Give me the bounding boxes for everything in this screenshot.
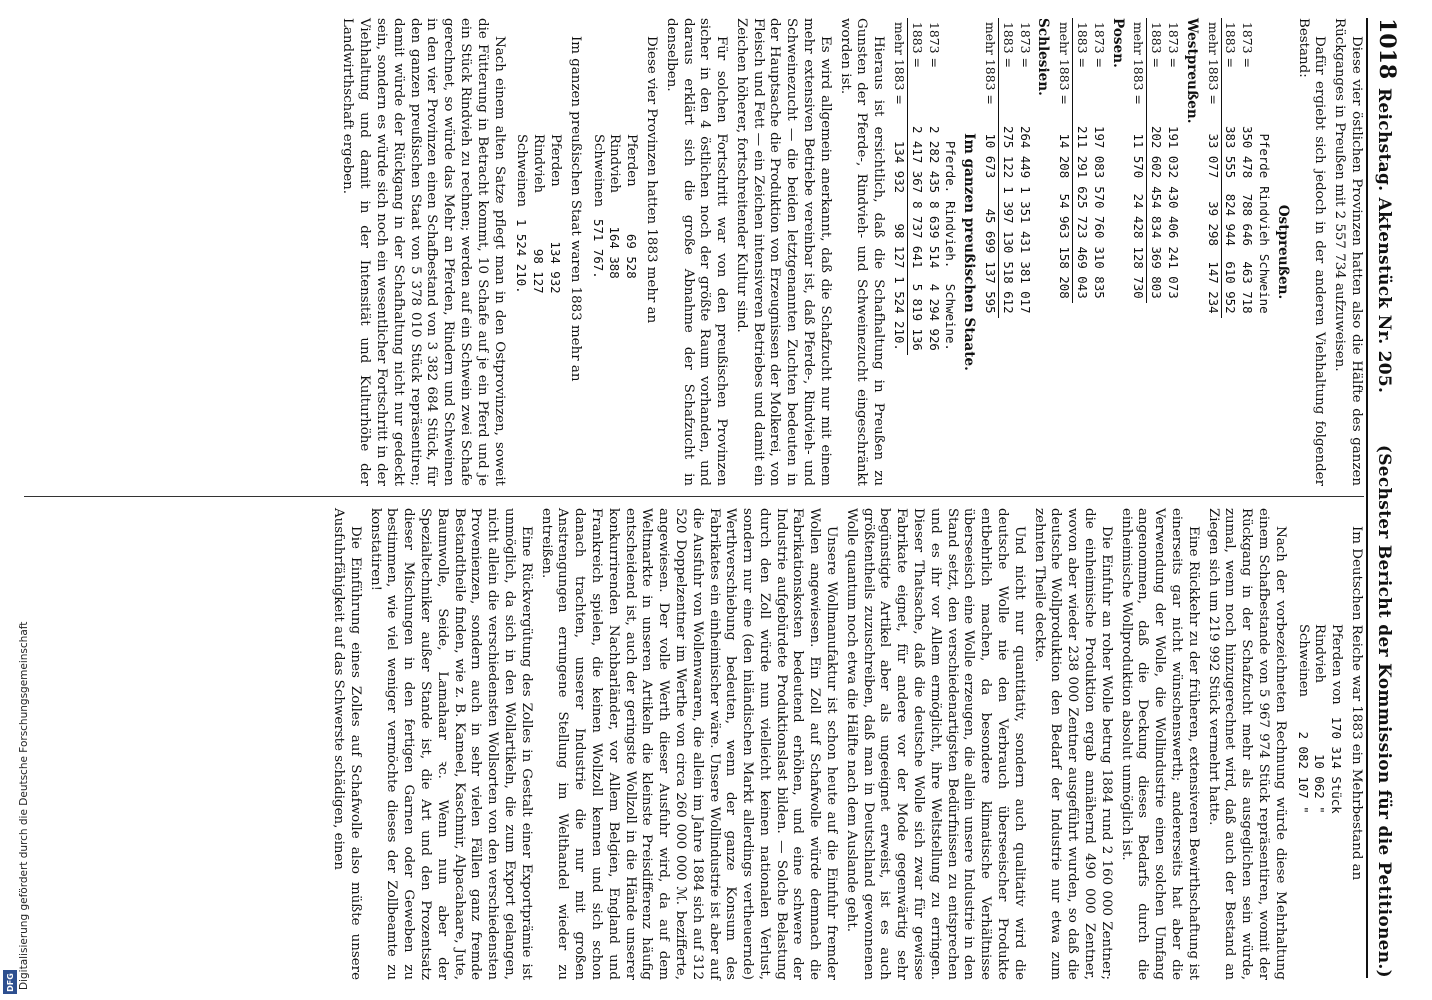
list-value: 170 314 Stück [1329, 716, 1345, 814]
list-value: 571 767. [590, 219, 606, 279]
page-number: 1018 [1374, 18, 1400, 80]
stats-table-posen [1055, 18, 1106, 303]
table-cell: 211 291 [1073, 122, 1090, 182]
table-cell: 369 803 [1147, 242, 1164, 302]
column-divider [24, 496, 1364, 497]
table-cell: 98 127 [892, 223, 908, 269]
table-cell: 191 032 [1166, 126, 1182, 179]
table-cell: 824 944 [1221, 182, 1238, 250]
row-label: 1873 = [1017, 22, 1033, 68]
table-cell: 147 234 [1205, 261, 1221, 314]
paragraph: Im ganzen preußischen Staat waren 1883 mehr an [567, 36, 583, 382]
paragraph: Die Einführung eines Zolles auf Schafwolle also müßte unsere Ausfuhrfähigkeit auf das Schwerste schädigen, einen [330, 508, 363, 980]
paragraph: Unsere Wollmanufaktur ist schon heute auf die Einfuhr fremder Wollen angewiesen. Ein Zoll auf Schafwolle würde demnach die Fabrikationskosten bedeutend erhöhen, und eine schwere der Industrie aufgebürdete Produktionslast bilden. — Solche Belastung durch den Zoll würde nun vielleicht keinen nationalen Verlust, sondern nur eine (den inländischen Markt allerdings vertheuernde) Werthverschiebung bedeuten, wenn der ganze Konsum des Fabrikates ein einheimischer wäre. Unsere Wollindustrie ist aber auf die Ausfuhr von Wollenwaaren, die allein im Jahre 1884 sich auf 312 520 Doppelzentner im Werthe von circa 260 000 000 ℳ. bezifferte, angewiesen. Der volle Werth dieser Ausfuhr wird, da auf dem Weltmarkte in unseren Artikeln die kleinste Preisdifferenz häufig entscheidend ist, auch der geringste Wollzoll in die Hände unserer konkurrirenden Nachbarländer, vor Allem Belgien, England und Frankreich spielen, die keinen Wollzoll kennen und sich schon danach trachten, unserer Industrie die nur mit großen Anstrengungen errungene Stellung im Welthandel wieder zu entreißen. [538, 508, 840, 980]
stats-table-schlesien [981, 18, 1032, 318]
logo-text: DFG [5, 972, 15, 992]
column-header: Schweine. [943, 283, 959, 351]
table-cell: 381 017 [1017, 261, 1033, 314]
row-label: 1873 = [926, 22, 942, 68]
list-value: 98 127 [531, 248, 547, 294]
table-cell: 463 718 [1240, 261, 1256, 314]
paragraph: Dafür ergiebt sich jedoch in der anderen Viehhaltung folgender Bestand: [1295, 18, 1328, 486]
table-cell: 128 730 [1131, 246, 1147, 299]
row-label: mehr 1883 = [892, 22, 908, 105]
section-heading: Im ganzen preußischen Staate. [961, 133, 978, 371]
table-cell: 197 083 [1091, 126, 1107, 179]
list-label: Schweinen [1295, 624, 1311, 698]
section-heading: Posen. [1109, 18, 1126, 68]
table-cell: 1 524 210. [892, 276, 908, 351]
footer-text: Digitalisierung gefördert durch die Deutsche Forschungsgemeinschaft [18, 621, 30, 990]
table-cell: 39 298 [1205, 201, 1221, 246]
paragraph: Nach der vorbezeichneten Rechnung würde diese Mehrhaltung einem Schafbestande von 5 967 974 Stück repräsentiren, womit der Rückgang in der Schafzucht mehr als ausgeglichen sein würde, zumal, wenn noch hinzugerechnet wird, daß auch der Bestand an Ziegen sich um 219 992 Stück vermehrt hatte. [1205, 508, 1288, 980]
list-value: 69 528 [624, 233, 640, 279]
table-cell: 11 570 [1131, 133, 1147, 179]
list-label: Pferden [624, 134, 640, 187]
table-cell: 14 208 [1057, 133, 1073, 179]
list-value: 164 388 [607, 226, 623, 279]
section-heading: Westpreußen. [1183, 18, 1200, 124]
row-label: 1873 = [1166, 22, 1182, 68]
table-cell: 2 282 435 [926, 126, 942, 194]
right-column [326, 508, 1364, 980]
list-label: Schweinen [590, 134, 606, 208]
table-cell: 610 952 [1221, 250, 1238, 318]
table-cell: 1 351 431 [1017, 186, 1033, 254]
column-header: Pferde. [943, 140, 959, 194]
list-whole-state [513, 128, 563, 300]
list-label: Pferden von [1329, 624, 1345, 705]
table-cell: 383 555 [1221, 122, 1238, 182]
paragraph: Nach einem alten Satze pflegt man in den Ostprovinzen, soweit die Fütterung in Betracht kommt, 10 Schafe auf je ein Pferd und je ein Stück Rindvieh zu rechnen; werden auf ein Schwein zwei Schafe gerechnet, so würde das Mehr an Pferden, Rindern und Schweinen in den vier Provinzen einen Schafbestand von 3 382 684 Stück, für den ganzen preußischen Staat von 5 378 010 Stück repräsentiren; damit würde der Rückgang in der Schafhaltung nicht nur gedeckt sein, sondern es würde sich noch ein wesentlicher Fortschritt in der Viehhaltung und damit in der Intensität und Kulturhöhe der Landwirthschaft ergeben. [340, 18, 507, 486]
paragraph: Es wird allgemein anerkannt, daß die Schafzucht nur mit einem mehr extensiven Betriebe vereinbar ist, daß Pferde-, Rindvieh- und Schweinezucht — die beiden letztgenannten Zuchten bedeuten in der Hauptsache die Produktion von Erzeugnissen der Molkerei, von Fleisch und Fett — ein Zeichen intensiveren Betriebes und damit ein Zeichen höherer, fortschreitender Kultur sind. [733, 18, 833, 486]
stats-table-westpreussen [1130, 18, 1181, 303]
list-value: 10 062 " [1312, 753, 1328, 814]
table-cell: 45 699 [983, 208, 999, 254]
list-label: Pferden [547, 134, 563, 187]
row-label: 1873 = [1091, 22, 1107, 68]
row-label: 1873 = [1240, 22, 1256, 68]
table-cell: 54 963 [1057, 193, 1073, 239]
row-label: 1883 = [999, 18, 1016, 122]
row-label: 1883 = [908, 18, 925, 122]
table-cell: 570 760 [1091, 186, 1107, 239]
row-label: mehr 1883 = [1057, 22, 1073, 105]
table-cell: 2 417 367 [908, 122, 925, 197]
paragraph: Und nicht nur quantitativ, sondern auch qualitativ wird die deutsche Wolle nie den Verbrauch überseeischer Produkte entbehrlich machen, da besondere klimatische Verhältnisse überseeisch eine Wolle erzeugen, die allein unsere Industrie in den Stand setzt, den verschiedenartigsten Bedürfnissen zu entsprechen und es ihr vor Allem ermöglicht, ihre Weltstellung zu erringen. Dieser Thatsache, daß die deutsche Wolle sich zwar für gewisse Fabrikate eignet, für andere vor der Mode gegenwärtig sehr begünstigte Artikel aber als ungeeignet erweist, ist es auch größtentheils zuzuschreiben, daß man in Deutschland gewonnenen Wolle quantum noch etwa die Hälfte nach dem Auslande geht. [843, 508, 1027, 980]
row-label: 1883 = [1221, 18, 1238, 122]
table-cell: 350 478 [1240, 126, 1256, 179]
stats-table-ostpreussen [1204, 18, 1272, 318]
table-cell: 8 737 641 [908, 197, 925, 272]
paragraph: Diese vier Provinzen hatten 1883 mehr an [643, 36, 659, 324]
list-value: 1 524 210. [514, 219, 530, 294]
paragraph: Diese vier östlichen Provinzen hatten also die Hälfte des ganzen Rückganges in Preußen mit 2 557 734 aufzuweisen. [1332, 18, 1364, 486]
paragraph: Für solchen Fortschritt war von den preußischen Provinzen sicher in den 4 östlichen noch der größte Raum vorhanden, und daraus erklärt sich die große Abnahme der Schafzucht in denselben. [663, 18, 730, 486]
header-subtitle: (Sechster Bericht der Kommission für die Petitionen.) [1374, 444, 1394, 978]
row-label: 1883 = [1147, 18, 1164, 122]
section-heading: Schlesien. [1035, 18, 1052, 96]
header-title: Reichstag. Aktenstück Nr. 205. [1374, 88, 1394, 394]
paragraph: Eine Rückvergütung des Zolles in Gestalt einer Exportprämie ist unmöglich, da sich in den Wollartikeln, die zum Export gelangen, nicht allein die verschiedensten Wollsorten von den verschiedensten Provenienzen, sondern auch in sehr vielen Fällen ganz fremde Bestandtheile finden, wie z. B. Kameel, Kaschmir, Alpacahaare, Jute, Baumwolle, Seide, Lamahaar ꝛc. Wenn nun aber der Spezialtechniker außer Stande ist, die Art und den Prozentsatz dieser Mischungen in den fertigen Garnen oder Geweben zu bestimmen, wie viel weniger vermöchte dieses der Zollbeamte zu konstatiren! [367, 508, 534, 980]
digitization-footer [4, 560, 30, 990]
column-header: Pferde [1257, 133, 1273, 179]
paragraph: Im Deutschen Reiche war 1883 ein Mehrbestand an [1349, 526, 1364, 881]
table-cell: 33 077 [1205, 133, 1221, 179]
list-four-provinces [589, 128, 639, 285]
paragraph: Hieraus ist ersichtlich, daß die Schafhaltung in Preußen zu Gunsten der Pferde-, Rindvieh- und Schweinezucht eingeschränkt worden ist. [837, 18, 887, 486]
table-cell: 202 602 [1147, 122, 1164, 182]
row-label: mehr 1883 = [1131, 22, 1147, 105]
list-label: Schweinen [514, 134, 530, 208]
table-cell: 625 723 [1073, 182, 1090, 242]
list-label: Rindvieh [607, 134, 623, 194]
section-heading: Ostpreußen. [1274, 204, 1291, 300]
column-header: Rindvieh [1257, 186, 1273, 246]
row-label: 1883 = [1073, 18, 1090, 122]
table-cell: 241 073 [1166, 246, 1182, 299]
row-label: mehr 1883 = [1205, 22, 1221, 105]
table-cell: 430 406 [1166, 186, 1182, 239]
page-header [1366, 18, 1414, 978]
table-cell: 10 673 [983, 133, 999, 179]
table-cell: 137 595 [983, 261, 999, 314]
dfg-logo-icon [3, 970, 17, 994]
list-value: 134 932 [547, 241, 563, 294]
table-cell: 454 834 [1147, 182, 1164, 242]
list-label: Rindvieh [531, 134, 547, 194]
table-cell: 518 612 [999, 257, 1016, 317]
table-cell: 310 835 [1091, 246, 1107, 299]
table-cell: 158 208 [1057, 246, 1073, 299]
table-cell: 4 294 926 [926, 283, 942, 351]
table-cell: 469 043 [1073, 242, 1090, 302]
table-cell: 788 646 [1240, 193, 1256, 246]
paragraph: Eine Rückkehr zu der früheren, extensiveren Bewirthschaftung ist einerseits gar nicht wünschenswerth; andererseits hat aber die Verwendung der Wolle, die Wollindustrie einen solchen Umfang angenommen, daß die Deckung dieses Bedarfs durch die einheimische Wollproduktion absolut unmöglich ist. [1118, 508, 1201, 980]
stats-table-staat [890, 18, 958, 355]
list-label: Rindvieh [1312, 624, 1328, 684]
table-cell: 24 428 [1131, 193, 1147, 239]
column-header: Schweine [1257, 253, 1273, 314]
left-column [336, 18, 1364, 486]
table-cell: 275 122 [999, 122, 1016, 182]
table-cell: 134 932 [892, 140, 908, 194]
table-cell: 1 397 130 [999, 182, 1016, 257]
table-cell: 5 819 136 [908, 272, 925, 355]
table-cell: 264 449 [1017, 126, 1033, 179]
row-label: mehr 1883 = [983, 22, 999, 105]
table-cell: 8 639 514 [926, 201, 942, 269]
list-value: 2 082 107 " [1295, 731, 1311, 814]
paragraph: Die Einfuhr an roher Wolle betrug 1884 rund 2 160 000 Zentner; die einheimische Produktion ergab annähernd 490 000 Zentner, wovon aber wieder 238 000 Zentner ausgeführt wurden, so daß die deutsche Wollproduktion den Bedarf der Industrie nur etwa zum zehnten Theile deckte. [1031, 508, 1114, 980]
list-reich [1294, 618, 1344, 820]
column-header: Rindvieh. [943, 201, 959, 269]
